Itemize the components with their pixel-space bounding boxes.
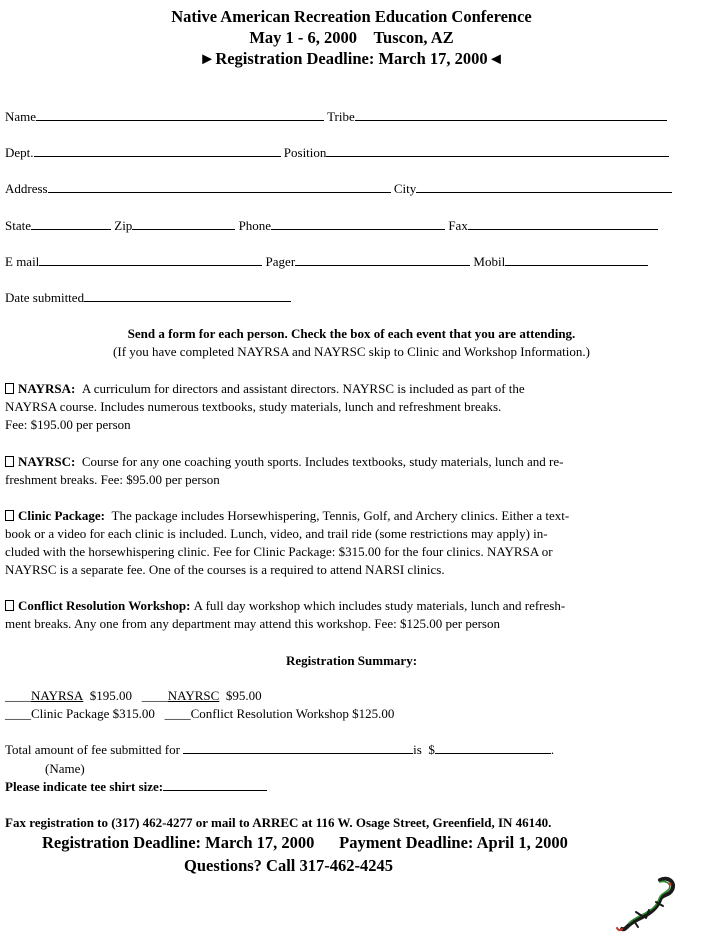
total-dollar: $ xyxy=(428,742,435,757)
instructions-line1: Send a form for each person. Check the box of each event that you are attending. xyxy=(127,326,576,341)
row-address-city xyxy=(5,181,672,197)
nayrsa-blank[interactable]: ____ xyxy=(5,688,31,703)
footer-registration-deadline: Registration Deadline: March 17, 2000 xyxy=(42,833,315,852)
nayrsc-desc-1: Course for any one coaching youth sports. Includes textbooks, study materials, lunch and re- xyxy=(81,454,564,469)
tshirt-field[interactable] xyxy=(163,779,267,791)
summary-nayrsa-fee: $195.00 xyxy=(89,688,133,703)
fax-field[interactable] xyxy=(468,218,658,230)
email-field[interactable] xyxy=(39,254,262,266)
summary-row-2 xyxy=(5,706,394,722)
address-label: Address xyxy=(5,181,48,196)
tribe-label: Tribe xyxy=(327,109,355,124)
instructions-line2: (If you have completed NAYRSA and NAYRSC skip to Clinic and Workshop Information.) xyxy=(113,344,590,359)
dept-label: Dept. xyxy=(5,145,34,160)
nayrsc-blank[interactable]: ____ xyxy=(141,688,168,703)
date-submitted-field[interactable] xyxy=(84,290,291,302)
nayrsa-desc-1: A curriculum for directors and assistant directors. NAYRSC is included as part of the xyxy=(81,381,525,396)
email-label: E mail xyxy=(5,254,40,269)
row-email-pager-mobil xyxy=(5,254,648,270)
dates-location xyxy=(0,27,703,48)
clinic-desc-2: book or a video for each clinic is included. Lunch, video, and trail ride (some restrictions may apply) in- xyxy=(5,526,548,541)
summary-row-1 xyxy=(5,688,262,704)
fax-mail-line: Fax registration to (317) 462-4277 or mail to ARREC at 116 W. Osage Street, Greenfield, IN 46140. xyxy=(5,815,552,830)
position-label: Position xyxy=(283,145,327,160)
address-field[interactable] xyxy=(48,181,391,193)
questions-line: Questions? Call 317-462-4245 xyxy=(184,856,394,875)
arrow-right-icon: ► xyxy=(198,49,216,68)
event-nayrsc xyxy=(5,453,665,489)
phone-field[interactable] xyxy=(271,218,445,230)
event-clinic-package xyxy=(5,507,665,579)
footer-deadlines xyxy=(42,833,568,853)
row-name-tribe xyxy=(5,109,667,125)
footer-payment-deadline: Payment Deadline: April 1, 2000 xyxy=(339,833,568,852)
total-period: . xyxy=(550,742,555,757)
workshop-desc-1: A full day workshop which includes study materials, lunch and refresh- xyxy=(193,598,566,613)
nayrsa-desc-2: NAYRSA course. Includes numerous textbooks, study materials, lunch and refreshment breaks. xyxy=(5,399,502,414)
clinic-title: Clinic Package: xyxy=(18,508,106,523)
summary-heading: Registration Summary: xyxy=(285,653,418,668)
fax-label: Fax xyxy=(448,218,468,233)
state-field[interactable] xyxy=(31,218,111,230)
nayrsa-checkbox[interactable] xyxy=(5,383,14,394)
workshop-blank[interactable]: ____ xyxy=(164,706,191,721)
deadline-banner xyxy=(0,48,703,69)
workshop-title: Conflict Resolution Workshop: xyxy=(18,598,191,613)
pager-label: Pager xyxy=(265,254,296,269)
dept-field[interactable] xyxy=(34,145,281,157)
clinic-checkbox[interactable] xyxy=(5,510,14,521)
conference-title: Native American Recreation Education Conference xyxy=(171,7,532,26)
event-nayrsa xyxy=(5,380,665,434)
name-hint: (Name) xyxy=(45,761,85,776)
pager-field[interactable] xyxy=(295,254,470,266)
total-amount-field[interactable] xyxy=(435,742,551,754)
nayrsc-title: NAYRSC: xyxy=(18,454,76,469)
total-label: Total amount of fee submitted for xyxy=(5,742,180,757)
registration-deadline: Registration Deadline: March 17, 2000 xyxy=(215,49,488,68)
city-label: City xyxy=(393,181,417,196)
row-date-submitted xyxy=(5,290,291,306)
nayrsa-fee: Fee: $195.00 per person xyxy=(5,417,131,432)
summary-nayrsa-label: NAYRSA xyxy=(31,688,84,703)
nayrsc-desc-2: freshment breaks. Fee: $95.00 per person xyxy=(5,472,220,487)
clinic-desc-4: NAYRSC is a separate fee. One of the courses is a required to attend NARSI clinics. xyxy=(5,562,445,577)
row-state-zip-phone-fax xyxy=(5,218,658,234)
row-dept-position xyxy=(5,145,669,161)
phone-label: Phone xyxy=(238,218,272,233)
workshop-desc-2: ment breaks. Any one from any department may attend this workshop. Fee: $125.00 per person xyxy=(5,616,500,631)
tshirt-label: Please indicate tee shirt size: xyxy=(5,779,164,794)
zip-label: Zip xyxy=(114,218,133,233)
date-submitted-label: Date submitted xyxy=(5,290,85,305)
zip-field[interactable] xyxy=(132,218,235,230)
city-field[interactable] xyxy=(416,181,672,193)
name-label: Name xyxy=(5,109,37,124)
clinic-desc-1: The package includes Horsewhispering, Tennis, Golf, and Archery clinics. Either a text- xyxy=(111,508,570,523)
conference-dates: May 1 - 6, 2000 xyxy=(249,28,358,47)
clinic-desc-3: cluded with the horsewhispering clinic. Fee for Clinic Package: $315.00 for the four clinics. NAYRSA or xyxy=(5,544,553,559)
total-is: is xyxy=(413,742,422,757)
nayrsa-title: NAYRSA: xyxy=(18,381,76,396)
total-row xyxy=(5,742,554,758)
clinic-blank[interactable]: ____ xyxy=(5,706,31,721)
summary-clinic: Clinic Package $315.00 xyxy=(31,706,155,721)
position-field[interactable] xyxy=(326,145,669,157)
tshirt-row xyxy=(5,779,267,795)
summary-nayrsc-label: NAYRSC xyxy=(167,688,220,703)
mobil-label: Mobil xyxy=(473,254,506,269)
mobil-field[interactable] xyxy=(505,254,648,266)
summary-workshop: Conflict Resolution Workshop $125.00 xyxy=(190,706,395,721)
workshop-checkbox[interactable] xyxy=(5,600,14,611)
conference-location: Tuscon, AZ xyxy=(373,28,454,47)
summary-nayrsc-fee: $95.00 xyxy=(225,688,262,703)
total-name-field[interactable] xyxy=(183,742,413,754)
lizard-icon xyxy=(616,874,678,932)
arrow-left-icon: ◄ xyxy=(487,49,505,68)
name-field[interactable] xyxy=(36,109,324,121)
event-conflict-workshop xyxy=(5,597,665,633)
tribe-field[interactable] xyxy=(355,109,667,121)
state-label: State xyxy=(5,218,31,233)
nayrsc-checkbox[interactable] xyxy=(5,456,14,467)
